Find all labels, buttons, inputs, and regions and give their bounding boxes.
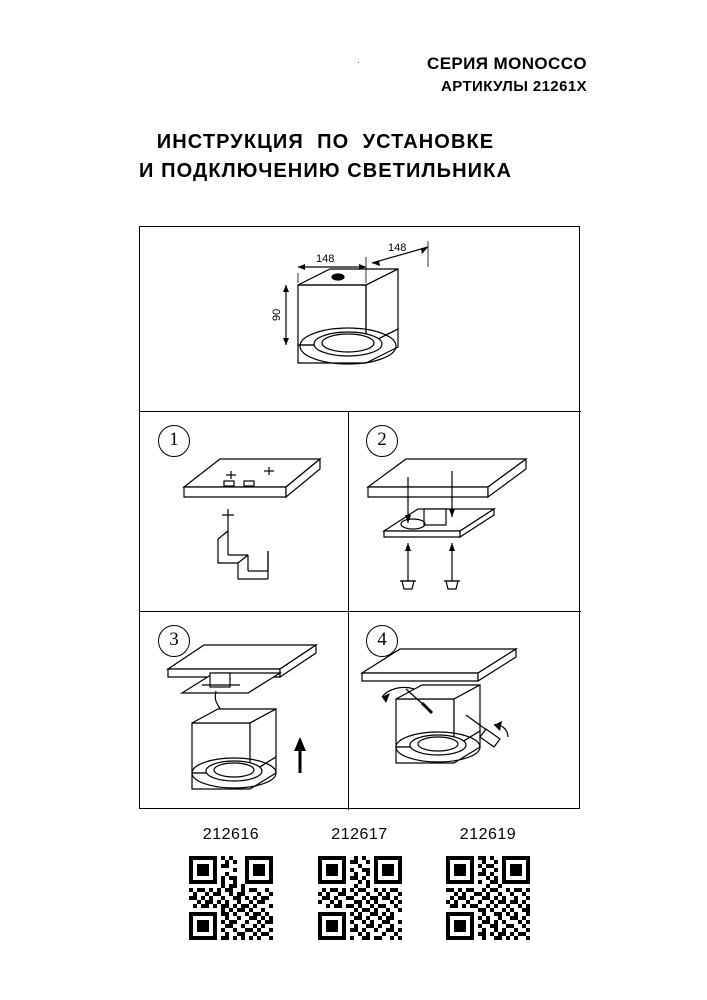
title-line-2: И ПОДКЛЮЧЕНИЮ СВЕТИЛЬНИКА <box>138 160 513 182</box>
dim-depth-label: 148 <box>388 242 407 254</box>
cell-product-dimensions <box>140 227 581 411</box>
qr-item <box>436 826 540 940</box>
qr-code-icon[interactable] <box>189 856 273 940</box>
qr-code-row <box>139 826 580 940</box>
qr-code-icon[interactable] <box>446 856 530 940</box>
title-line-1: ИНСТРУКЦИЯ ПО УСТАНОВКЕ <box>156 131 495 153</box>
cell-step-1 <box>140 411 348 611</box>
cell-step-4 <box>348 611 580 810</box>
qr-code-icon[interactable] <box>318 856 402 940</box>
series-label: СЕРИЯ MONOCCO <box>427 54 587 73</box>
product-dimensions-drawing <box>140 227 581 411</box>
step-4-number: 4 <box>366 625 398 657</box>
step-1-number: 1 <box>158 425 190 457</box>
qr-item <box>179 826 283 940</box>
corner-mark: · <box>357 57 360 67</box>
qr-label: 212617 <box>331 826 388 843</box>
cell-step-3 <box>140 611 348 810</box>
step-2-number: 2 <box>366 425 398 457</box>
qr-item <box>308 826 412 940</box>
header <box>427 52 587 98</box>
document-title <box>0 128 707 186</box>
article-label: АРТИКУЛЫ 21261X <box>441 78 587 95</box>
dim-width-label: 148 <box>316 253 335 265</box>
diagram-frame <box>139 226 580 809</box>
qr-label: 212619 <box>459 826 517 843</box>
dim-height-label: 90 <box>271 308 283 321</box>
cell-step-2 <box>348 411 580 611</box>
qr-label: 212616 <box>202 826 260 843</box>
step-3-number: 3 <box>158 625 190 657</box>
